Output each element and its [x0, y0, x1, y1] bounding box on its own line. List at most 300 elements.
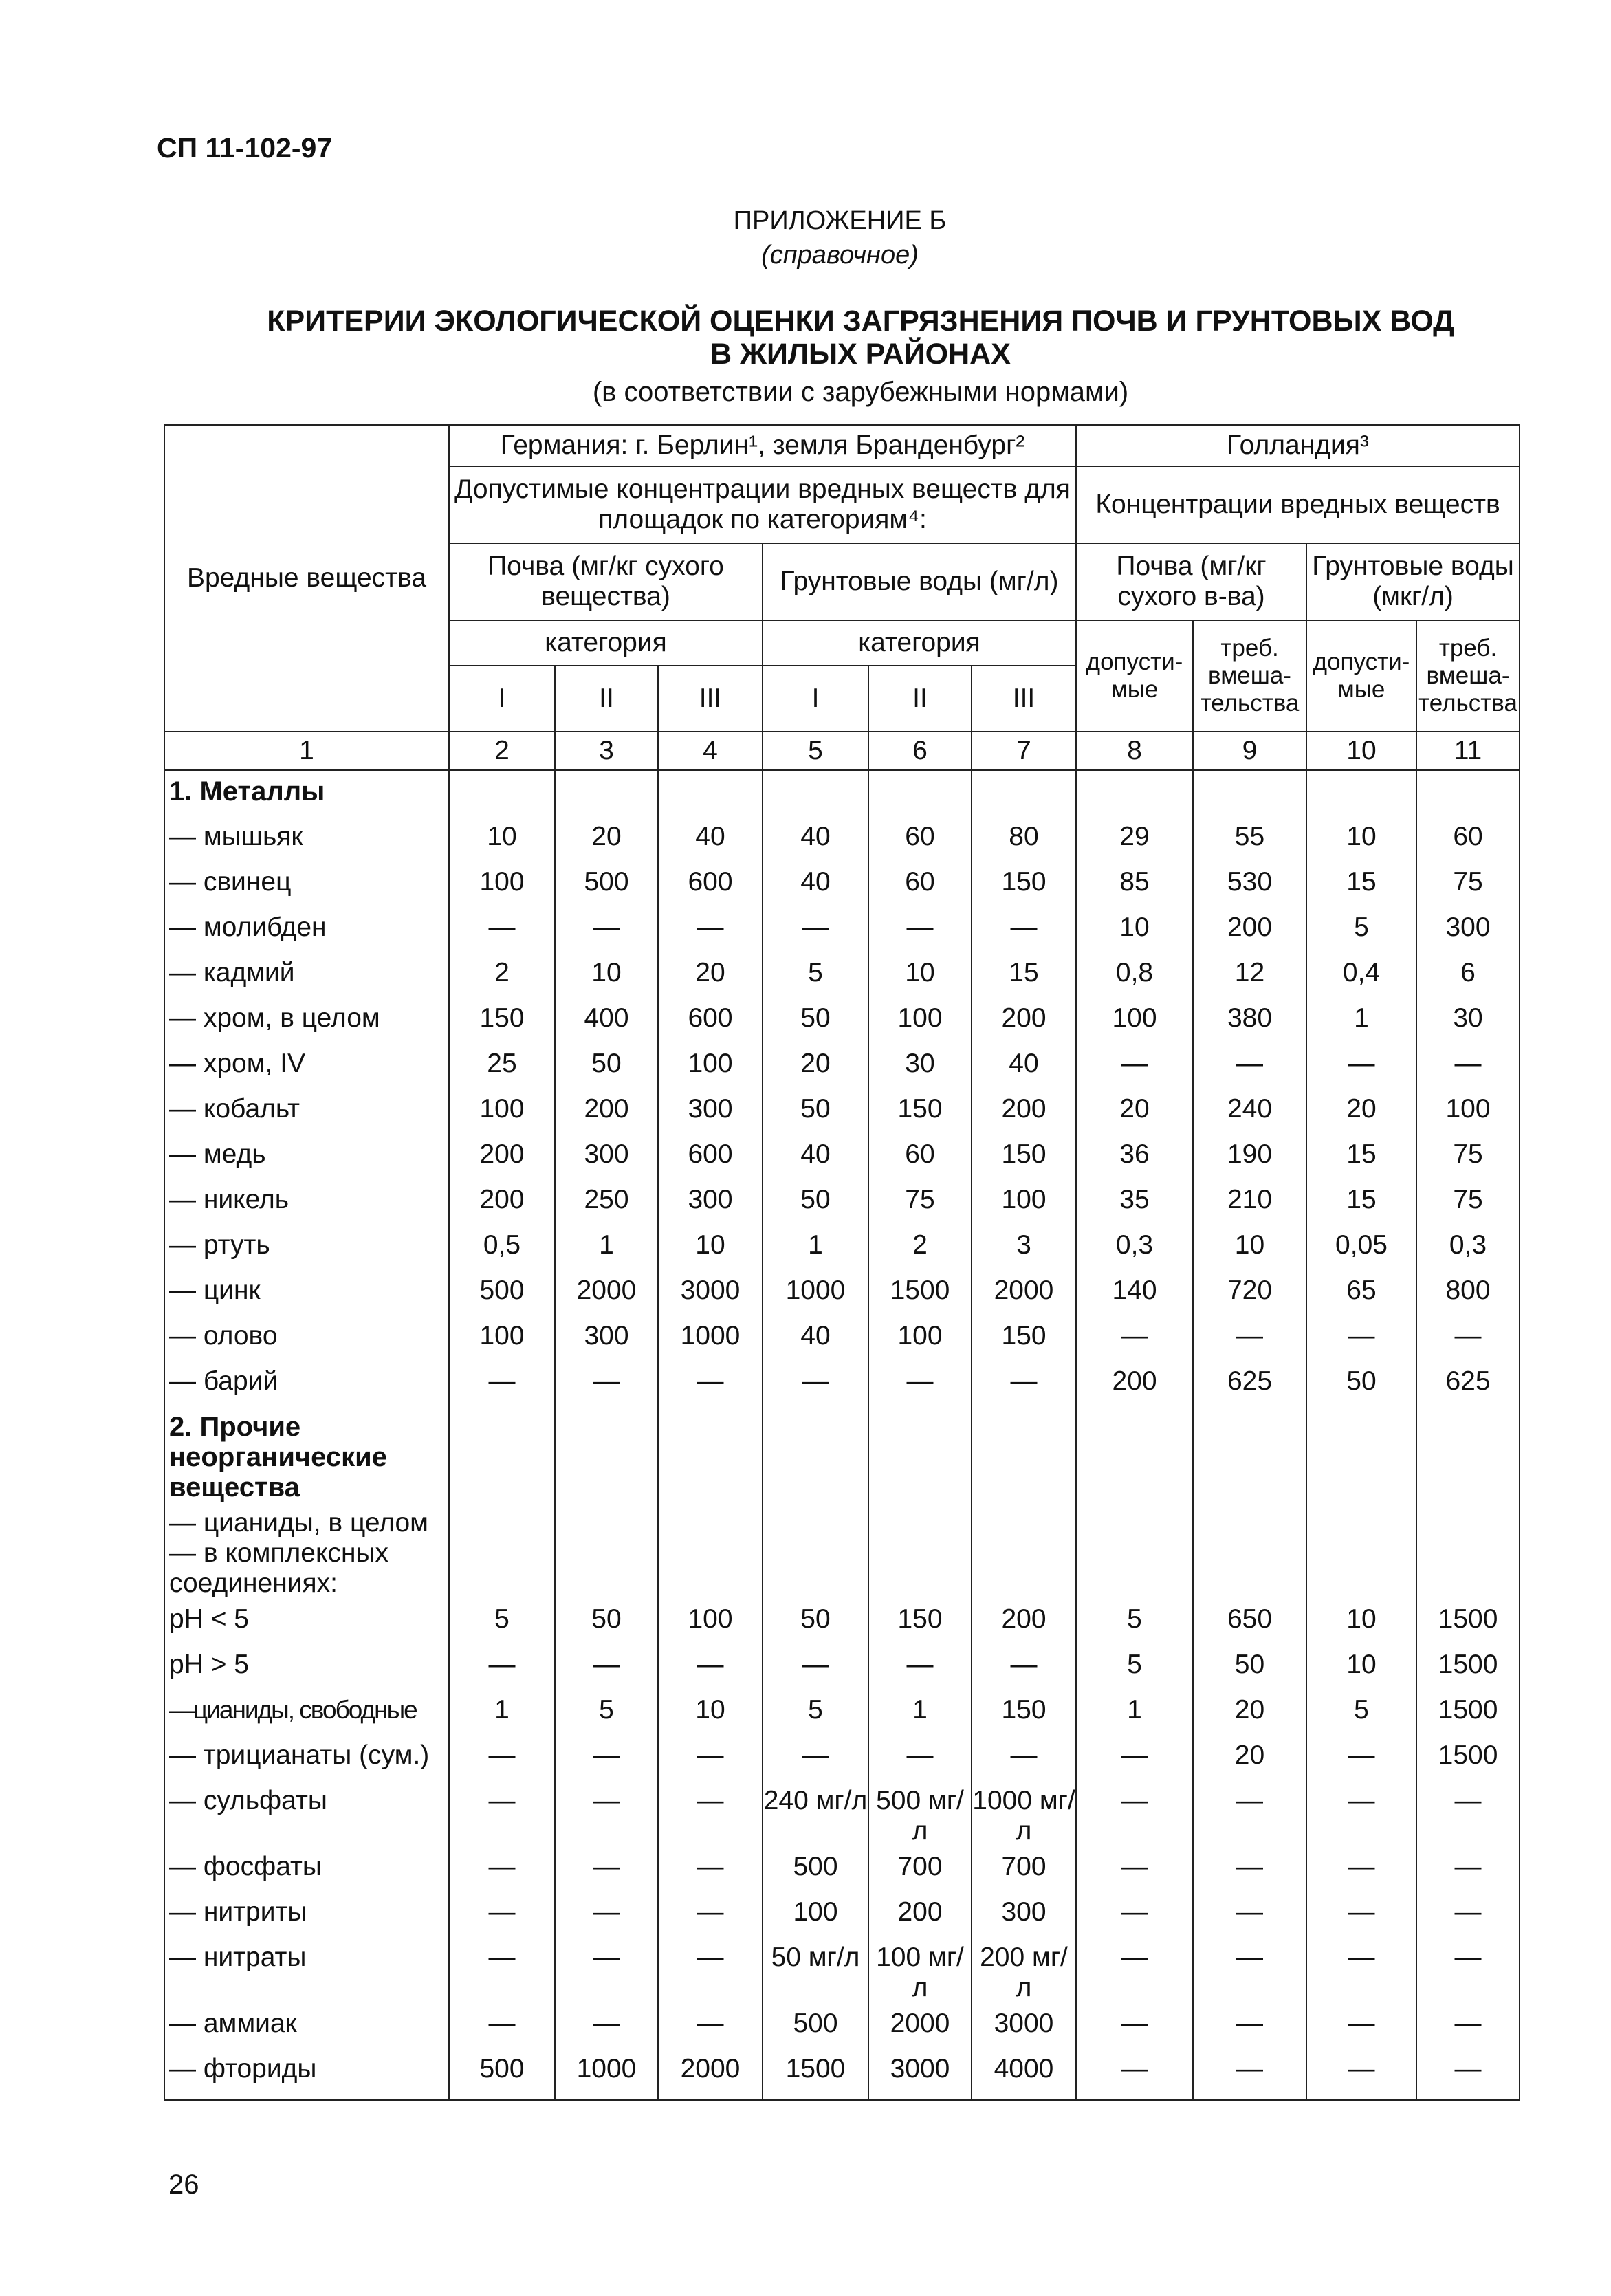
substance-name: — свинец: [164, 862, 449, 907]
value-cell: [555, 770, 658, 816]
appendix-label: ПРИЛОЖЕНИЕ Б: [733, 206, 947, 235]
value-cell: —: [1306, 2003, 1416, 2048]
table-body: [164, 770, 1520, 2100]
value-cell: 625: [1193, 1361, 1306, 1406]
value-cell: 200: [972, 998, 1076, 1043]
value-cell: —: [555, 907, 658, 952]
value-cell: [972, 770, 1076, 816]
value-cell: —: [1416, 1892, 1520, 1937]
value-cell: 10: [555, 952, 658, 998]
value-cell: —: [868, 1644, 972, 1690]
header-nl-soil: Почва (мг/кг сухого в-ва): [1076, 543, 1306, 620]
value-cell: —: [1416, 1043, 1520, 1089]
column-number: 2: [449, 732, 555, 770]
value-cell: 10: [658, 1690, 763, 1735]
value-cell: 5: [1076, 1599, 1193, 1644]
column-number: 9: [1193, 732, 1306, 770]
value-cell: 1: [555, 1225, 658, 1270]
value-cell: 2000: [658, 2048, 763, 2100]
value-cell: 0,5: [449, 1225, 555, 1270]
value-cell: 600: [658, 1134, 763, 1179]
header-nl-water-allowed: допусти- мые: [1306, 620, 1416, 732]
value-cell: 200: [868, 1892, 972, 1937]
value-cell: 20: [1076, 1089, 1193, 1134]
value-cell: 1: [868, 1690, 972, 1735]
value-cell: —: [449, 1644, 555, 1690]
page-number: 26: [168, 2169, 199, 2200]
substance-name: — кадмий: [164, 952, 449, 998]
header-de-soil: Почва (мг/кг сухого вещества): [449, 543, 763, 620]
value-cell: [1416, 1406, 1520, 1502]
value-cell: 0,3: [1416, 1225, 1520, 1270]
header-soil-cat-2: II: [555, 666, 658, 732]
document-code: СП 11-102-97: [157, 132, 333, 164]
table-row: [164, 2003, 1520, 2048]
value-cell: 35: [1076, 1179, 1193, 1225]
value-cell: 500: [449, 1270, 555, 1315]
header-nl-soil-intervention: треб. вмеша- тельства: [1193, 620, 1306, 732]
value-cell: 1500: [1416, 1644, 1520, 1690]
table-row: [164, 1270, 1520, 1315]
value-cell: 50 мг/л: [763, 1937, 868, 2003]
header-germany-sub: Допустимые концентрации вредных веществ для площадок по категориям⁴:: [449, 466, 1076, 543]
value-cell: 55: [1193, 816, 1306, 862]
column-number: 8: [1076, 732, 1193, 770]
value-cell: 15: [1306, 1179, 1416, 1225]
value-cell: [1306, 770, 1416, 816]
value-cell: 240 мг/л: [763, 1780, 868, 1846]
value-cell: [658, 1406, 763, 1502]
value-cell: 1500: [1416, 1690, 1520, 1735]
value-cell: 1: [1076, 1690, 1193, 1735]
value-cell: 200: [449, 1134, 555, 1179]
value-cell: —: [658, 1892, 763, 1937]
page-title: [55, 305, 1611, 371]
header-holland-sub: Концентрации вредных веществ: [1076, 466, 1520, 543]
value-cell: —: [1076, 1892, 1193, 1937]
criteria-table: [164, 424, 1520, 2101]
value-cell: 30: [1416, 998, 1520, 1043]
value-cell: 4000: [972, 2048, 1076, 2100]
value-cell: 60: [1416, 816, 1520, 862]
value-cell: 300: [972, 1892, 1076, 1937]
value-cell: [868, 1406, 972, 1502]
value-cell: 5: [555, 1690, 658, 1735]
header-water-cat-3: III: [972, 666, 1076, 732]
header-holland: Голландия³: [1076, 425, 1520, 466]
value-cell: 10: [1076, 907, 1193, 952]
value-cell: 0,05: [1306, 1225, 1416, 1270]
value-cell: 65: [1306, 1270, 1416, 1315]
value-cell: —: [449, 1937, 555, 2003]
value-cell: —: [972, 907, 1076, 952]
value-cell: 10: [868, 952, 972, 998]
table-row: [164, 1089, 1520, 1134]
value-cell: 40: [763, 862, 868, 907]
value-cell: 300: [555, 1315, 658, 1361]
value-cell: —: [868, 907, 972, 952]
value-cell: —: [1076, 2003, 1193, 2048]
substance-name: — кобальт: [164, 1089, 449, 1134]
column-number: 11: [1416, 732, 1520, 770]
value-cell: 100 мг/л: [868, 1937, 972, 2003]
value-cell: 2: [449, 952, 555, 998]
value-cell: 40: [658, 816, 763, 862]
value-cell: 50: [555, 1599, 658, 1644]
value-cell: 500: [763, 1846, 868, 1892]
value-cell: [763, 1406, 868, 1502]
value-cell: 150: [972, 1315, 1076, 1361]
value-cell: —: [763, 1644, 868, 1690]
value-cell: —: [763, 1361, 868, 1406]
value-cell: —: [1193, 1892, 1306, 1937]
value-cell: —: [555, 1361, 658, 1406]
value-cell: 200: [972, 1599, 1076, 1644]
value-cell: 0,3: [1076, 1225, 1193, 1270]
value-cell: 720: [1193, 1270, 1306, 1315]
header-water-cat-1: I: [763, 666, 868, 732]
value-cell: —: [1306, 1846, 1416, 1892]
value-cell: 1500: [868, 1270, 972, 1315]
value-cell: [449, 1406, 555, 1502]
value-cell: 150: [972, 1690, 1076, 1735]
value-cell: —: [555, 1846, 658, 1892]
value-cell: —: [1416, 1937, 1520, 2003]
table-row: [164, 1735, 1520, 1780]
substance-name: — фосфаты: [164, 1846, 449, 1892]
table-row: [164, 1780, 1520, 1846]
table-row: [164, 816, 1520, 862]
value-cell: —: [763, 907, 868, 952]
value-cell: 60: [868, 816, 972, 862]
value-cell: 75: [1416, 1134, 1520, 1179]
value-cell: 140: [1076, 1270, 1193, 1315]
value-cell: —: [449, 2003, 555, 2048]
value-cell: 40: [763, 1134, 868, 1179]
value-cell: —: [1076, 1735, 1193, 1780]
value-cell: 150: [972, 1134, 1076, 1179]
value-cell: 1500: [1416, 1735, 1520, 1780]
value-cell: —: [1306, 1780, 1416, 1846]
value-cell: —: [1076, 2048, 1193, 2100]
value-cell: —: [1076, 1937, 1193, 2003]
value-cell: 100: [658, 1599, 763, 1644]
value-cell: 400: [555, 998, 658, 1043]
value-cell: 50: [763, 1599, 868, 1644]
value-cell: —: [1306, 1937, 1416, 2003]
section-row: [164, 770, 1520, 816]
substance-name: — нитраты: [164, 1937, 449, 2003]
table-row: [164, 1361, 1520, 1406]
value-cell: —: [1193, 1043, 1306, 1089]
value-cell: —: [1306, 1735, 1416, 1780]
substance-name: — медь: [164, 1134, 449, 1179]
table-row: [164, 1043, 1520, 1089]
value-cell: 2000: [868, 2003, 972, 2048]
value-cell: 200: [555, 1089, 658, 1134]
value-cell: 150: [868, 1089, 972, 1134]
value-cell: [449, 770, 555, 816]
value-cell: [658, 770, 763, 816]
value-cell: —: [1306, 1043, 1416, 1089]
value-cell: 150: [972, 862, 1076, 907]
header-germany: Германия: г. Берлин¹, земля Бранденбург²: [449, 425, 1076, 466]
appendix-note: (справочное): [761, 241, 919, 270]
value-cell: 30: [868, 1043, 972, 1089]
header-de-water: Грунтовые воды (мг/л): [763, 543, 1076, 620]
value-cell: —: [868, 1361, 972, 1406]
value-cell: 10: [658, 1225, 763, 1270]
table-row: [164, 1225, 1520, 1270]
value-cell: [1416, 1502, 1520, 1599]
value-cell: —: [449, 1735, 555, 1780]
value-cell: 300: [658, 1089, 763, 1134]
value-cell: —: [1076, 1780, 1193, 1846]
value-cell: 210: [1193, 1179, 1306, 1225]
page-subtitle: (в соответствии с зарубежными нормами): [592, 377, 1129, 407]
value-cell: 50: [555, 1043, 658, 1089]
value-cell: 36: [1076, 1134, 1193, 1179]
substance-name: — цинк: [164, 1270, 449, 1315]
value-cell: 50: [763, 998, 868, 1043]
value-cell: 100: [972, 1179, 1076, 1225]
value-cell: 650: [1193, 1599, 1306, 1644]
value-cell: 12: [1193, 952, 1306, 998]
value-cell: 600: [658, 862, 763, 907]
substance-name: — ртуть: [164, 1225, 449, 1270]
value-cell: 100: [763, 1892, 868, 1937]
substance-name: — нитриты: [164, 1892, 449, 1937]
table-row: [164, 862, 1520, 907]
value-cell: 20: [1306, 1089, 1416, 1134]
value-cell: 625: [1416, 1361, 1520, 1406]
header-category-soil: категория: [449, 620, 763, 666]
value-cell: —: [658, 1937, 763, 2003]
value-cell: 5: [763, 952, 868, 998]
value-cell: [555, 1406, 658, 1502]
value-cell: —: [1076, 1043, 1193, 1089]
substance-name: — хром, в целом: [164, 998, 449, 1043]
header-nl-soil-allowed: допусти- мые: [1076, 620, 1193, 732]
value-cell: 20: [1193, 1735, 1306, 1780]
value-cell: 5: [763, 1690, 868, 1735]
value-cell: 500: [555, 862, 658, 907]
value-cell: —: [449, 1361, 555, 1406]
value-cell: 10: [1306, 816, 1416, 862]
value-cell: [1076, 1406, 1193, 1502]
value-cell: 3: [972, 1225, 1076, 1270]
value-cell: [1076, 1502, 1193, 1599]
value-cell: 20: [1193, 1690, 1306, 1735]
value-cell: 2000: [972, 1270, 1076, 1315]
value-cell: 100: [868, 1315, 972, 1361]
value-cell: 75: [1416, 862, 1520, 907]
table-row: [164, 1599, 1520, 1644]
value-cell: [763, 770, 868, 816]
value-cell: 1: [763, 1225, 868, 1270]
substance-name: — сульфаты: [164, 1780, 449, 1846]
value-cell: 40: [972, 1043, 1076, 1089]
value-cell: 20: [658, 952, 763, 998]
value-cell: 190: [1193, 1134, 1306, 1179]
value-cell: [555, 1502, 658, 1599]
value-cell: 0,8: [1076, 952, 1193, 998]
substance-name: —цианиды, свободные: [164, 1690, 449, 1735]
value-cell: 500 мг/л: [868, 1780, 972, 1846]
column-number: 6: [868, 732, 972, 770]
value-cell: 3000: [972, 2003, 1076, 2048]
value-cell: —: [1416, 1780, 1520, 1846]
value-cell: 75: [868, 1179, 972, 1225]
value-cell: 300: [555, 1134, 658, 1179]
value-cell: —: [449, 1846, 555, 1892]
table-row: [164, 1502, 1520, 1599]
value-cell: 15: [1306, 862, 1416, 907]
value-cell: [658, 1502, 763, 1599]
value-cell: —: [449, 1780, 555, 1846]
value-cell: —: [972, 1735, 1076, 1780]
value-cell: —: [1193, 2048, 1306, 2100]
value-cell: 50: [763, 1089, 868, 1134]
value-cell: 3000: [658, 1270, 763, 1315]
substance-name: — никель: [164, 1179, 449, 1225]
value-cell: —: [555, 1735, 658, 1780]
value-cell: —: [1076, 1315, 1193, 1361]
header-water-cat-2: II: [868, 666, 972, 732]
value-cell: 800: [1416, 1270, 1520, 1315]
column-number: 7: [972, 732, 1076, 770]
value-cell: —: [1416, 2048, 1520, 2100]
value-cell: 3000: [868, 2048, 972, 2100]
section-title: 2. Прочие неорганические вещества: [164, 1406, 449, 1502]
value-cell: [763, 1502, 868, 1599]
value-cell: 200 мг/л: [972, 1937, 1076, 2003]
substance-name: — олово: [164, 1315, 449, 1361]
substance-name: — трицианаты (сум.): [164, 1735, 449, 1780]
value-cell: 200: [1076, 1361, 1193, 1406]
value-cell: [972, 1406, 1076, 1502]
table-row: [164, 952, 1520, 998]
table-row: [164, 1937, 1520, 2003]
value-cell: 50: [763, 1179, 868, 1225]
value-cell: 5: [449, 1599, 555, 1644]
value-cell: —: [1416, 1846, 1520, 1892]
value-cell: 10: [1306, 1644, 1416, 1690]
value-cell: —: [1193, 1780, 1306, 1846]
substance-name: — мышьяк: [164, 816, 449, 862]
value-cell: —: [1193, 1846, 1306, 1892]
value-cell: —: [555, 1892, 658, 1937]
value-cell: [868, 770, 972, 816]
substance-name: — цианиды, в целом — в комплексных соединениях:: [164, 1502, 449, 1599]
value-cell: 10: [1193, 1225, 1306, 1270]
value-cell: —: [972, 1361, 1076, 1406]
value-cell: [1306, 1502, 1416, 1599]
value-cell: 500: [763, 2003, 868, 2048]
substance-name: pH > 5: [164, 1644, 449, 1690]
value-cell: —: [1306, 1315, 1416, 1361]
value-cell: —: [1306, 2048, 1416, 2100]
value-cell: 1000 мг/л: [972, 1780, 1076, 1846]
header-substances: Вредные вещества: [164, 425, 449, 732]
value-cell: —: [658, 1846, 763, 1892]
value-cell: 200: [449, 1179, 555, 1225]
table-row: [164, 1315, 1520, 1361]
value-cell: 530: [1193, 862, 1306, 907]
value-cell: 10: [449, 816, 555, 862]
substance-name: pH < 5: [164, 1599, 449, 1644]
value-cell: 200: [972, 1089, 1076, 1134]
column-number: 4: [658, 732, 763, 770]
value-cell: 700: [868, 1846, 972, 1892]
header-category-water: категория: [763, 620, 1076, 666]
value-cell: 150: [449, 998, 555, 1043]
value-cell: —: [1193, 2003, 1306, 2048]
value-cell: 80: [972, 816, 1076, 862]
value-cell: 100: [449, 1315, 555, 1361]
value-cell: [1306, 1406, 1416, 1502]
value-cell: [449, 1502, 555, 1599]
value-cell: —: [868, 1735, 972, 1780]
table-row: [164, 1690, 1520, 1735]
value-cell: 20: [555, 816, 658, 862]
substance-name: — хром, IV: [164, 1043, 449, 1089]
header-nl-water-intervention: треб. вмеша- тельства: [1416, 620, 1520, 732]
value-cell: —: [555, 1780, 658, 1846]
value-cell: 100: [658, 1043, 763, 1089]
value-cell: 1000: [763, 1270, 868, 1315]
column-number: 10: [1306, 732, 1416, 770]
header-soil-cat-3: III: [658, 666, 763, 732]
value-cell: —: [658, 1735, 763, 1780]
value-cell: 6: [1416, 952, 1520, 998]
value-cell: 25: [449, 1043, 555, 1089]
value-cell: 700: [972, 1846, 1076, 1892]
value-cell: —: [449, 907, 555, 952]
value-cell: 5: [1306, 1690, 1416, 1735]
value-cell: —: [658, 2003, 763, 2048]
value-cell: 100: [1076, 998, 1193, 1043]
value-cell: —: [658, 1780, 763, 1846]
value-cell: 50: [1306, 1361, 1416, 1406]
value-cell: —: [658, 907, 763, 952]
value-cell: 20: [763, 1043, 868, 1089]
value-cell: [1193, 1406, 1306, 1502]
section-title: 1. Металлы: [164, 770, 449, 816]
value-cell: —: [658, 1644, 763, 1690]
table-row: [164, 1892, 1520, 1937]
value-cell: —: [555, 1937, 658, 2003]
value-cell: 85: [1076, 862, 1193, 907]
value-cell: 100: [449, 1089, 555, 1134]
value-cell: 1000: [555, 2048, 658, 2100]
value-cell: —: [1306, 1892, 1416, 1937]
substance-name: — фториды: [164, 2048, 449, 2100]
value-cell: 10: [1306, 1599, 1416, 1644]
value-cell: [1193, 770, 1306, 816]
value-cell: [1076, 770, 1193, 816]
value-cell: 100: [449, 862, 555, 907]
value-cell: 29: [1076, 816, 1193, 862]
table-row: [164, 907, 1520, 952]
table-row: [164, 1846, 1520, 1892]
value-cell: 300: [658, 1179, 763, 1225]
value-cell: 2: [868, 1225, 972, 1270]
value-cell: —: [763, 1735, 868, 1780]
value-cell: 1: [1306, 998, 1416, 1043]
value-cell: [868, 1502, 972, 1599]
substance-name: — барий: [164, 1361, 449, 1406]
